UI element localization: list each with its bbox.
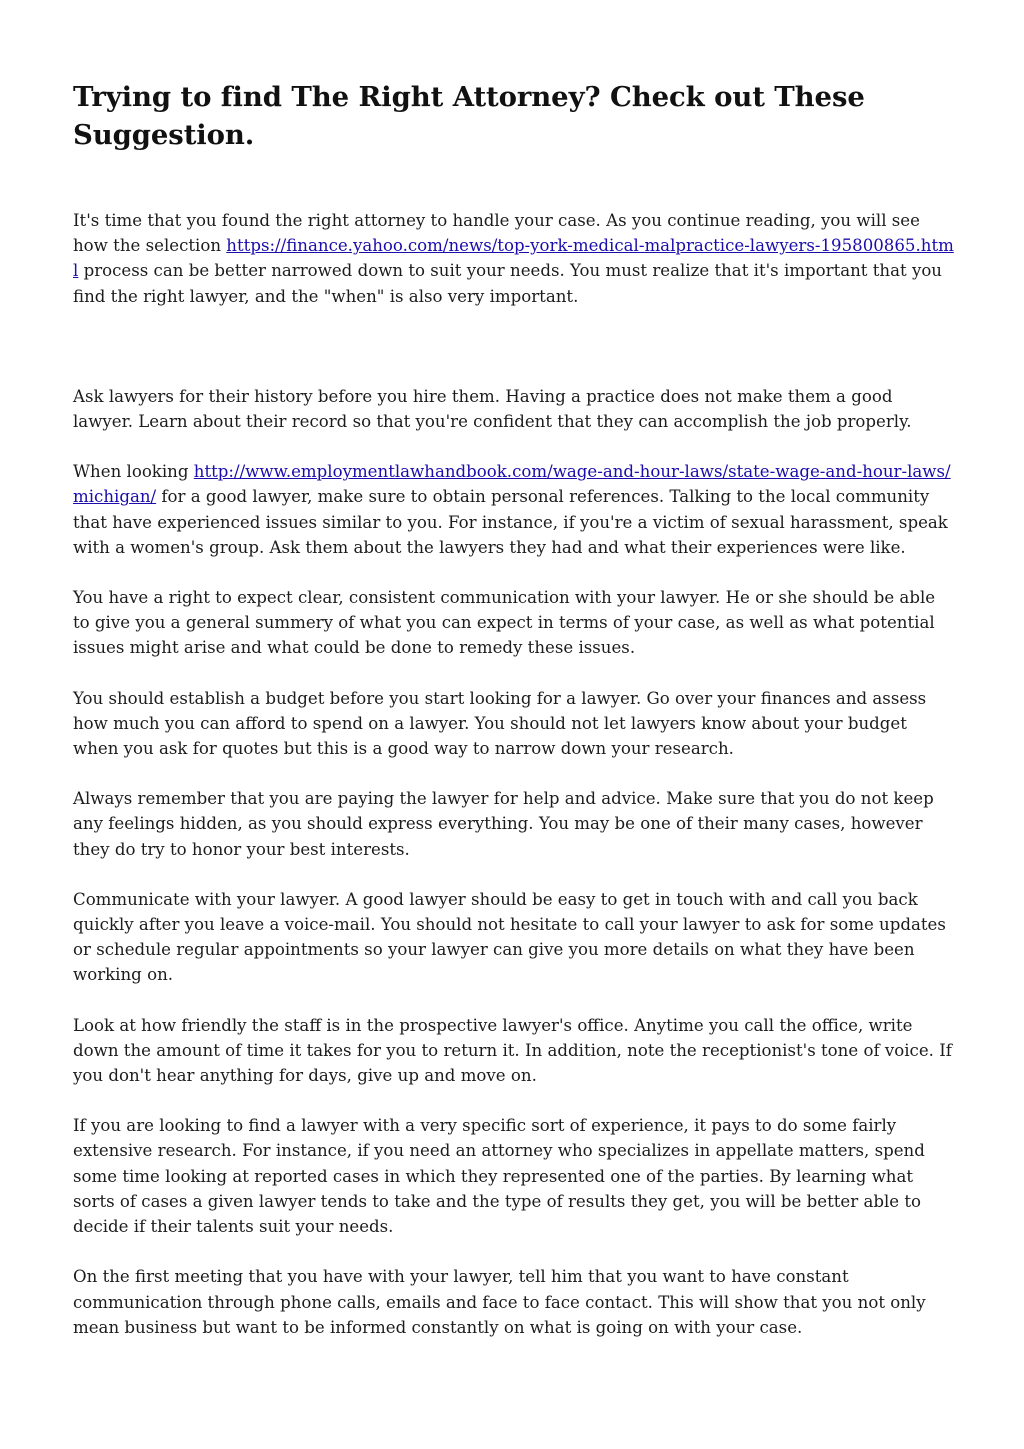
paragraph-intro <box>73 208 955 309</box>
paragraph-research: If you are looking to find a lawyer with a very specific sort of experience, it pays to do some fairly extensive research. For instance, if you need an attorney who specializes in appellate matters, spend some time looking at reported cases in which they represented one of the parties. By learning what sorts of cases a given lawyer tends to take and the type of results they get, you will be better able to decide if their talents suit your needs. <box>73 1116 925 1237</box>
paragraph-communicate: Communicate with your lawyer. A good lawyer should be easy to get in touch with and call you back quickly after you leave a voice-mail. You should not hesitate to call your lawyer to ask for some updates or schedule regular appointments so your lawyer can give you more details on what they have been working on. <box>73 889 946 985</box>
paragraph-references-text-before: When looking <box>73 462 194 482</box>
paragraph-staff: Look at how friendly the staff is in the prospective lawyer's office. Anytime you call the office, write down the amount of time it takes for you to return it. In addition, note the receptionist's tone of voice. If you don't hear anything for days, give up and move on. <box>73 1015 952 1086</box>
paragraph-intro-text-after: process can be better narrowed down to suit your needs. You must realize that it's important that you find the right lawyer, and the "when" is also very important. <box>73 261 942 306</box>
document-page <box>73 78 955 1340</box>
paragraph-first-meeting: On the first meeting that you have with your lawyer, tell him that you want to have constant communication through phone calls, emails and face to face contact. This will show that you not only mean business but want to be informed constantly on what is going on with your case. <box>73 1267 926 1337</box>
employment-law-link[interactable]: http://www.employmentlawhandbook.com/wage-and-hour-laws/state-wage-and-hour-laws/michigan/ <box>73 462 951 507</box>
paragraph-references-text-after: for a good lawyer, make sure to obtain personal references. Talking to the local community that have experienced issues similar to you. For instance, if you're a victim of sexual harassment, speak with a women's group. Ask them about the lawyers they had and what their experiences were like. <box>73 487 948 557</box>
paragraph-advice: Always remember that you are paying the lawyer for help and advice. Make sure that you do not keep any feelings hidden, as you should express everything. You may be one of their many cases, however they do try to honor your best interests. <box>73 789 934 859</box>
paragraph-history: Ask lawyers for their history before you hire them. Having a practice does not make them a good lawyer. Learn about their record so that you're confident that they can accomplish the job properly. <box>73 386 912 432</box>
yahoo-article-link[interactable]: https://finance.yahoo.com/news/top-york-medical-malpractice-lawyers-195800865.html <box>73 236 954 281</box>
paragraph-intro-text-before: It's time that you found the right attorney to handle your case. As you continue reading, you will see how the selection <box>73 211 920 256</box>
paragraph-communication-expectations: You have a right to expect clear, consistent communication with your lawyer. He or she should be able to give you a general summery of what you can expect in terms of your case, as well as what potential issues might arise and what could be done to remedy these issues. <box>73 588 936 658</box>
paragraph-references <box>73 459 955 560</box>
page-title: Trying to find The Right Attorney? Check out These Suggestion. <box>73 81 865 151</box>
paragraph-budget: You should establish a budget before you start looking for a lawyer. Go over your finances and assess how much you can afford to spend on a lawyer. You should not let lawyers know about your budget when you ask for quotes but this is a good way to narrow down your research. <box>73 688 927 759</box>
